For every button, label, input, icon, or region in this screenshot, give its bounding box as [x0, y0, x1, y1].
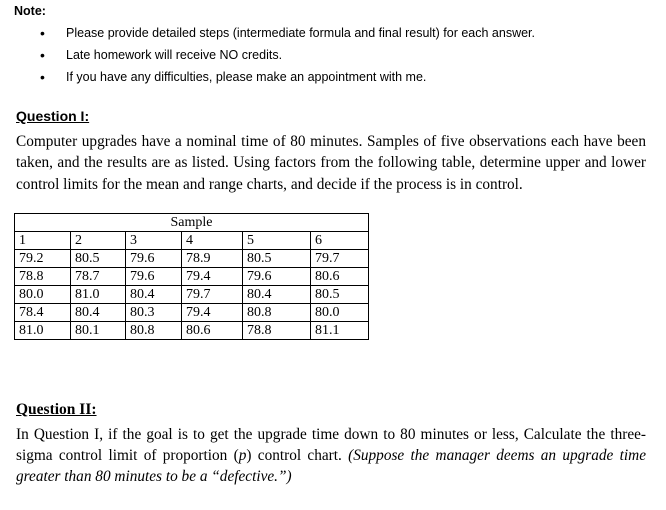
question-2-text: [16, 424, 646, 487]
table-cell: 80.3: [126, 304, 182, 322]
table-cell: 79.6: [126, 250, 182, 268]
table-cell: 79.4: [182, 304, 243, 322]
question-2-text-a: In Question I, if the goal is to get the upgrade time down to 80 minutes or less, Calculate the three-sigma control limit of proportion (: [16, 426, 646, 464]
table-cell: 78.9: [182, 250, 243, 268]
bullet-icon: •: [40, 69, 45, 85]
table-cell: 79.6: [243, 268, 311, 286]
table-cell: 79.6: [126, 268, 182, 286]
table-cell: 78.8: [243, 322, 311, 340]
table-cell: 78.8: [15, 268, 71, 286]
table-cell: 79.4: [182, 268, 243, 286]
note-title: Note:: [14, 4, 46, 18]
column-header: 5: [243, 232, 311, 250]
bullet-icon: •: [40, 47, 45, 63]
note-list: [0, 22, 535, 88]
table-cell: 81.0: [71, 286, 126, 304]
question-1-text: Computer upgrades have a nominal time of 80 minutes. Samples of five observations each have been taken, and the results are as listed. Using factors from the following table, determine upper and lower control limits for the mean and range charts, and decide if the process is in control.: [16, 133, 646, 193]
table-cell: 78.7: [71, 268, 126, 286]
p-symbol: p: [238, 447, 247, 464]
table-row: [15, 304, 369, 322]
table-cell: 80.1: [71, 322, 126, 340]
question-2-title: Question II:: [16, 401, 97, 418]
table-cell: 80.6: [182, 322, 243, 340]
table-cell: 80.4: [126, 286, 182, 304]
table-cell: 80.5: [243, 250, 311, 268]
column-header: 4: [182, 232, 243, 250]
table-row: [15, 268, 369, 286]
table-column-row: [15, 232, 369, 250]
column-header: 2: [71, 232, 126, 250]
question-2-text-b: ) control chart.: [246, 447, 349, 464]
table-row: [15, 250, 369, 268]
table-cell: 80.8: [243, 304, 311, 322]
table-cell: 80.0: [15, 286, 71, 304]
question-1-title: Question I:: [16, 108, 90, 124]
table-row: [15, 286, 369, 304]
table-cell: 80.8: [126, 322, 182, 340]
bullet-icon: •: [40, 25, 45, 41]
table-row: [15, 322, 369, 340]
note-item: [0, 44, 535, 66]
note-item: [0, 22, 535, 44]
table-cell: 81.0: [15, 322, 71, 340]
column-header: 1: [15, 232, 71, 250]
table-cell: 80.4: [71, 304, 126, 322]
column-header: 6: [311, 232, 369, 250]
table-cell: 79.7: [311, 250, 369, 268]
note-item-text: Please provide detailed steps (intermediate formula and final result) for each answer.: [66, 26, 536, 40]
note-item: [0, 66, 535, 88]
column-header: 3: [126, 232, 182, 250]
table-cell: 80.5: [71, 250, 126, 268]
samples-table: [14, 213, 369, 340]
question-2-italic-note: (Suppose the manager deems an upgrade time greater than 80 minutes to be a “defective.”): [16, 447, 646, 485]
table-cell: 80.5: [311, 286, 369, 304]
table-cell: 81.1: [311, 322, 369, 340]
table-cell: 80.6: [311, 268, 369, 286]
table-header-row: [15, 214, 369, 232]
note-item-text: If you have any difficulties, please make an appointment with me.: [66, 70, 427, 84]
table-cell: 79.7: [182, 286, 243, 304]
table-cell: 80.4: [243, 286, 311, 304]
table-cell: 78.4: [15, 304, 71, 322]
table-cell: 79.2: [15, 250, 71, 268]
note-item-text: Late homework will receive NO credits.: [66, 48, 283, 62]
sample-header: Sample: [15, 214, 369, 232]
table-cell: 80.0: [311, 304, 369, 322]
